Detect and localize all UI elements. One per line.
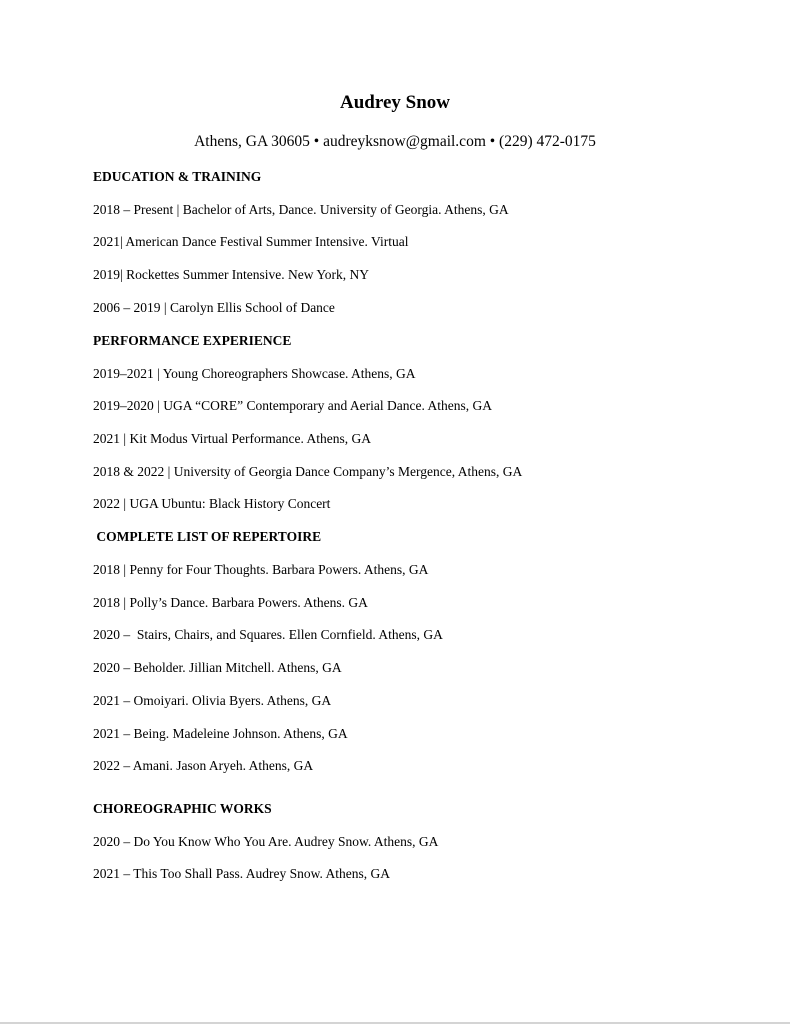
section-heading-choreographic: CHOREOGRAPHIC WORKS <box>93 801 272 816</box>
repertoire-entry: 2018 | Penny for Four Thoughts. Barbara Powers. Athens, GA <box>93 562 429 577</box>
section-heading-education: EDUCATION & TRAINING <box>93 169 262 184</box>
performance-entry: 2019–2021 | Young Choreographers Showcase. Athens, GA <box>93 366 416 381</box>
choreographic-entry: 2021 – This Too Shall Pass. Audrey Snow. Athens, GA <box>93 866 390 881</box>
choreographic-entry: 2020 – Do You Know Who You Are. Audrey Snow. Athens, GA <box>93 834 439 849</box>
performance-entry: 2019–2020 | UGA “CORE” Contemporary and Aerial Dance. Athens, GA <box>93 398 493 413</box>
performance-entry: 2018 & 2022 | University of Georgia Dance Company’s Mergence, Athens, GA <box>93 464 523 479</box>
section-heading-repertoire: COMPLETE LIST OF REPERTOIRE <box>93 529 322 544</box>
resume-name: Audrey Snow <box>340 92 450 113</box>
repertoire-entry: 2021 – Being. Madeleine Johnson. Athens, GA <box>93 726 348 741</box>
performance-entry: 2022 | UGA Ubuntu: Black History Concert <box>93 496 331 511</box>
performance-entry: 2021 | Kit Modus Virtual Performance. Athens, GA <box>93 431 371 446</box>
repertoire-entry: 2018 | Polly’s Dance. Barbara Powers. Athens. GA <box>93 595 368 610</box>
section-heading-performance: PERFORMANCE EXPERIENCE <box>93 333 292 348</box>
education-entry: 2019| Rockettes Summer Intensive. New York, NY <box>93 267 370 282</box>
repertoire-entry: 2020 – Stairs, Chairs, and Squares. Ellen Cornfield. Athens, GA <box>93 627 443 642</box>
repertoire-entry: 2022 – Amani. Jason Aryeh. Athens, GA <box>93 758 314 773</box>
education-entry: 2006 – 2019 | Carolyn Ellis School of Dance <box>93 300 335 315</box>
repertoire-entry: 2021 – Omoiyari. Olivia Byers. Athens, GA <box>93 693 332 708</box>
contact-line: Athens, GA 30605 • audreyksnow@gmail.com • (229) 472-0175 <box>194 133 596 150</box>
education-entry: 2021| American Dance Festival Summer Intensive. Virtual <box>93 234 409 249</box>
education-entry: 2018 – Present | Bachelor of Arts, Dance. University of Georgia. Athens, GA <box>93 202 509 217</box>
repertoire-entry: 2020 – Beholder. Jillian Mitchell. Athens, GA <box>93 660 342 675</box>
